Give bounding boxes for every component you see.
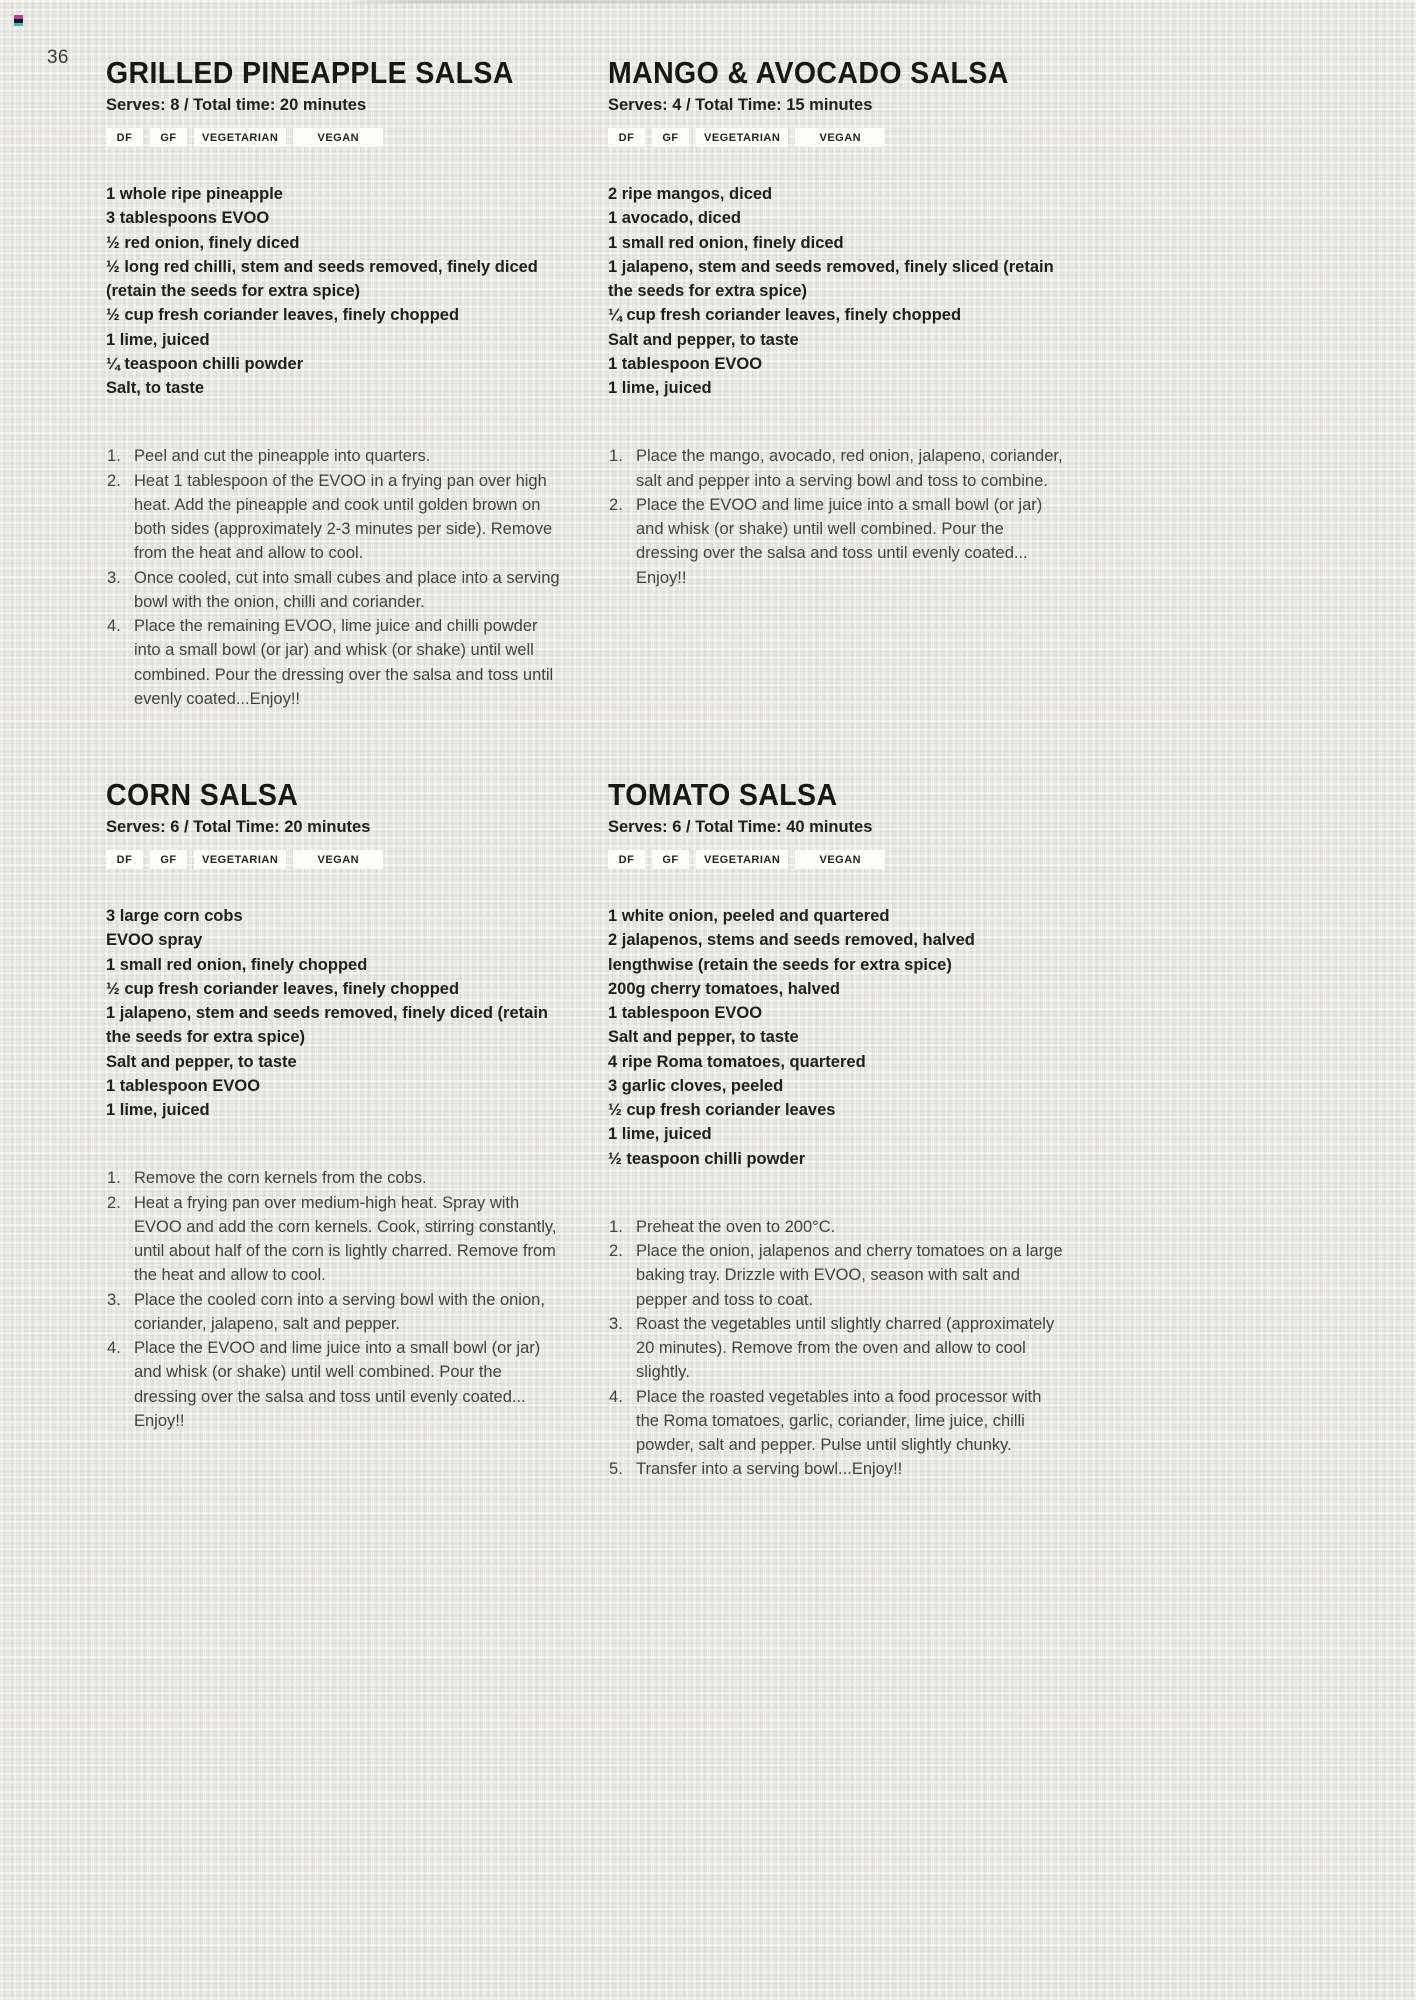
method-step: Remove the corn kernels from the cobs. — [134, 1169, 427, 1188]
diet-badge-list — [106, 128, 562, 147]
page-number: 36 — [47, 47, 69, 68]
method-step: Place the EVOO and lime juice into a small bowl (or jar) and whisk (or shake) until well combined. Pour the dressing over the salsa and toss until evenly coated... Enjoy!! — [134, 1339, 541, 1430]
diet-badge: VEGETARIAN — [696, 128, 788, 147]
method-step: Peel and cut the pineapple into quarters. — [134, 447, 431, 466]
ingredient-item: 1 white onion, peeled and quartered — [608, 907, 890, 926]
ingredient-list — [106, 182, 562, 400]
ingredient-item: ½ cup fresh coriander leaves, finely chopped — [106, 306, 460, 325]
recipe-tomato-salsa — [608, 779, 1064, 1482]
diet-badge: DF — [608, 128, 645, 147]
ingredient-item: ½ red onion, finely diced — [106, 233, 300, 252]
recipe-serves-time: Serves: 4 / Total Time: 15 minutes — [608, 96, 873, 115]
ingredient-item: 1 lime, juiced — [106, 1101, 210, 1120]
ingredient-item: 1 lime, juiced — [608, 1125, 712, 1144]
ingredient-item: ¼ teaspoon chilli powder — [106, 354, 304, 373]
recipe-title: MANGO & AVOCADO SALSA — [608, 55, 1009, 90]
ingredient-item: 1 small red onion, finely diced — [608, 233, 844, 252]
ingredient-list — [608, 182, 1064, 400]
ingredient-item: Salt and pepper, to taste — [106, 1052, 297, 1071]
recipe-serves-time: Serves: 6 / Total Time: 40 minutes — [608, 818, 873, 837]
ingredient-item: ½ cup fresh coriander leaves — [608, 1101, 836, 1120]
recipe-title: CORN SALSA — [106, 777, 299, 812]
method-step-list — [608, 444, 1064, 590]
ingredient-item: 3 tablespoons EVOO — [106, 209, 270, 228]
ingredient-item: 200g cherry tomatoes, halved — [608, 979, 841, 998]
method-step: Transfer into a serving bowl...Enjoy!! — [636, 1460, 903, 1479]
diet-badge: VEGAN — [795, 128, 885, 147]
diet-badge: VEGAN — [795, 850, 885, 869]
scan-shadow-artifact — [330, 0, 1040, 3]
diet-badge: VEGAN — [293, 850, 383, 869]
method-step: Place the onion, jalapenos and cherry tomatoes on a large baking tray. Drizzle with EVOO, season with salt and pepper and toss to coat. — [636, 1242, 1063, 1309]
diet-badge-list — [106, 850, 562, 869]
method-step-list — [106, 1166, 562, 1433]
diet-badge: VEGETARIAN — [194, 850, 286, 869]
recipe-title: GRILLED PINEAPPLE SALSA — [106, 55, 514, 90]
method-step: Place the mango, avocado, red onion, jalapeno, coriander, salt and pepper into a serving bowl and toss to combine. — [636, 447, 1063, 490]
ingredient-item: 3 large corn cobs — [106, 907, 243, 926]
diet-badge-list — [608, 850, 1064, 869]
ingredient-item: 1 tablespoon EVOO — [608, 354, 763, 373]
method-step: Place the roasted vegetables into a food processor with the Roma tomatoes, garlic, coriander, lime juice, chilli powder, salt and pepper. Pulse until slightly chunky. — [636, 1387, 1042, 1455]
method-step: Place the cooled corn into a serving bowl with the onion, coriander, jalapeno, salt and pepper. — [134, 1290, 545, 1333]
ingredient-item: 1 whole ripe pineapple — [106, 185, 283, 204]
registration-cyan-bar — [14, 23, 23, 26]
ingredient-item: Salt, to taste — [106, 379, 205, 398]
ingredient-item: ¼ cup fresh coriander leaves, finely chopped — [608, 306, 962, 325]
ingredient-item: 2 jalapenos, stems and seeds removed, halved lengthwise (retain the seeds for extra spice) — [608, 931, 975, 974]
ingredient-item: 4 ripe Roma tomatoes, quartered — [608, 1052, 866, 1071]
method-step: Place the remaining EVOO, lime juice and chilli powder into a small bowl (or jar) and whisk (or shake) until well combined. Pour the dressing over the salsa and toss until evenly coated...Enjoy!! — [134, 617, 554, 708]
ingredient-item: 1 tablespoon EVOO — [106, 1076, 261, 1095]
print-registration-icon — [14, 15, 23, 26]
method-step: Roast the vegetables until slightly charred (approximately 20 minutes). Remove from the oven and allow to cool slightly. — [636, 1314, 1055, 1382]
ingredient-item: EVOO spray — [106, 931, 203, 950]
method-step-list — [608, 1215, 1064, 1482]
diet-badge: DF — [106, 850, 143, 869]
recipe-serves-time: Serves: 8 / Total time: 20 minutes — [106, 96, 367, 115]
method-step: Heat 1 tablespoon of the EVOO in a frying pan over high heat. Add the pineapple and cook until golden brown on both sides (approximately 2-3 minutes per side). Remove from the heat and allow to cool. — [134, 471, 553, 563]
ingredient-item: 1 jalapeno, stem and seeds removed, finely diced (retain the seeds for extra spice) — [106, 1004, 548, 1047]
method-step: Heat a frying pan over medium-high heat. Spray with EVOO and add the corn kernels. Cook, stirring constantly, until about half of the corn is lightly charred. Remove from the heat and allow to cool. — [134, 1193, 557, 1285]
diet-badge: GF — [652, 850, 689, 869]
method-step-list — [106, 444, 562, 711]
method-step: Place the EVOO and lime juice into a small bowl (or jar) and whisk (or shake) until well combined. Pour the dressing over the salsa and toss until evenly coated... Enjoy!! — [636, 495, 1043, 587]
diet-badge: DF — [106, 128, 143, 147]
ingredient-item: 1 jalapeno, stem and seeds removed, finely sliced (retain the seeds for extra spice) — [608, 257, 1054, 301]
ingredient-item: Salt and pepper, to taste — [608, 330, 799, 349]
method-step: Preheat the oven to 200°C. — [636, 1217, 836, 1236]
ingredient-item: 1 lime, juiced — [608, 379, 712, 398]
diet-badge: GF — [150, 850, 187, 869]
ingredient-item: 1 lime, juiced — [106, 330, 210, 349]
ingredient-item: 2 ripe mangos, diced — [608, 185, 773, 204]
diet-badge: VEGAN — [293, 128, 383, 147]
diet-badge: VEGETARIAN — [696, 850, 788, 869]
recipe-serves-time: Serves: 6 / Total Time: 20 minutes — [106, 818, 371, 837]
ingredient-list — [608, 904, 1064, 1171]
ingredient-item: 1 small red onion, finely chopped — [106, 955, 368, 974]
ingredient-item: ½ teaspoon chilli powder — [608, 1149, 806, 1168]
method-step: Once cooled, cut into small cubes and place into a serving bowl with the onion, chilli and coriander. — [134, 568, 560, 611]
recipe-title: TOMATO SALSA — [608, 777, 838, 812]
recipe-corn-salsa — [106, 779, 562, 1433]
ingredient-item: 1 avocado, diced — [608, 209, 741, 228]
ingredient-item: Salt and pepper, to taste — [608, 1028, 799, 1047]
ingredient-item: 1 tablespoon EVOO — [608, 1004, 763, 1023]
diet-badge: GF — [150, 128, 187, 147]
diet-badge-list — [608, 128, 1064, 147]
ingredient-list — [106, 904, 562, 1122]
diet-badge: DF — [608, 850, 645, 869]
ingredient-item: 3 garlic cloves, peeled — [608, 1076, 784, 1095]
ingredient-item: ½ cup fresh coriander leaves, finely chopped — [106, 979, 460, 998]
recipe-grilled-pineapple-salsa — [106, 57, 562, 711]
recipe-mango-avocado-salsa — [608, 57, 1064, 590]
ingredient-item: ½ long red chilli, stem and seeds removed, finely diced (retain the seeds for extra spice) — [106, 257, 538, 301]
diet-badge: GF — [652, 128, 689, 147]
diet-badge: VEGETARIAN — [194, 128, 286, 147]
